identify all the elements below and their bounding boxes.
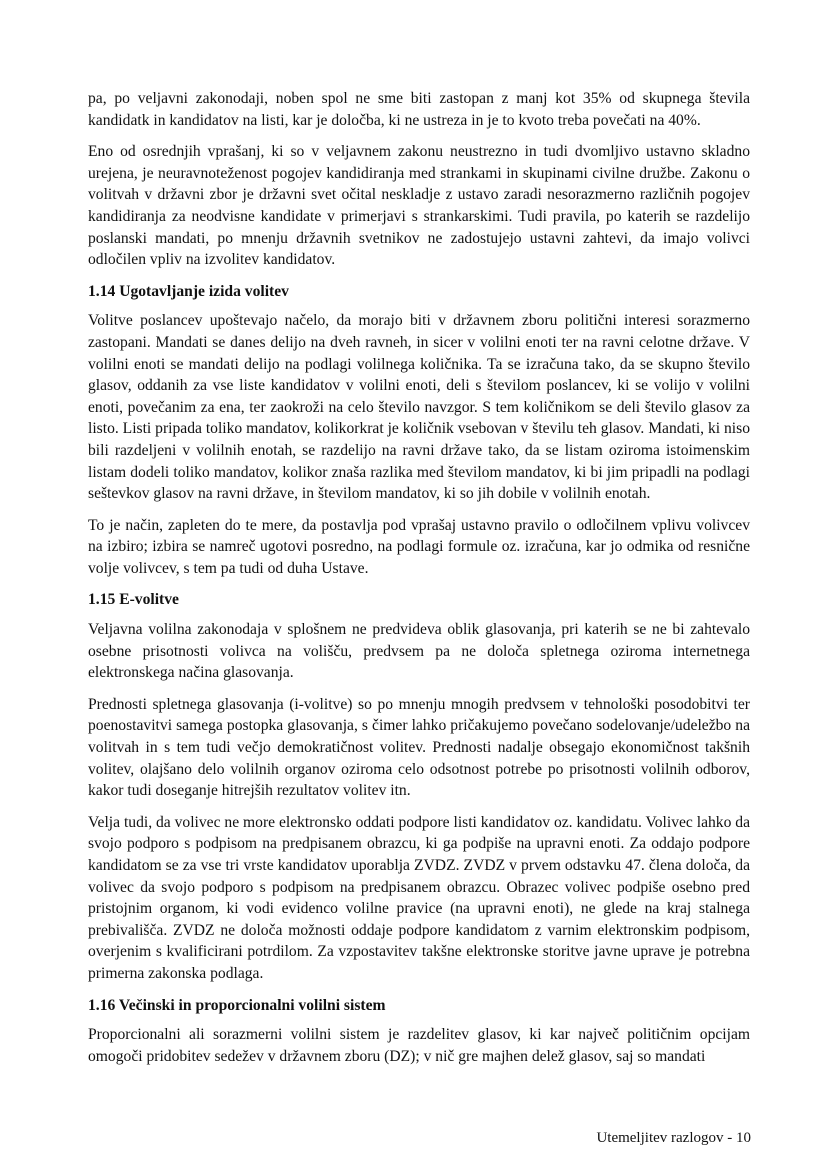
paragraph: Volitve poslancev upoštevajo načelo, da morajo biti v državnem zboru politični interesi sorazmerno zastopani. Mandati se danes delijo na dveh ravneh, in sicer v volilni enoti ter na ravni celotne države. V volilni enoti se mandati delijo na podlagi volilnega količnika. Ta se izračuna tako, da se skupno število glasov, oddanih za vse liste kandidatov v volilni enoti, deli s številom poslancev, ki se volijo v volilni enoti, povečanim za ena, ter zaokroži na celo število navzgor. S tem količnikom se deli število glasov za listo. Listi pripada toliko mandatov, kolikorkrat je količnik vsebovan v številu teh glasov. Mandati, ki niso bili razdeljeni v volilnih enotah, se razdelijo na ravni države tako, da se listam oziroma istoimenskim listam dodeli toliko mandatov, kolikor znaša razlika med številom mandatov, ki bi jim pripadli na podlagi seštevkov glasov na ravni države, in številom mandatov, ki so jih dobile v volilnih enotah. (88, 312, 750, 503)
paragraph: To je način, zapleten do te mere, da postavlja pod vprašaj ustavno pravilo o odločilnem vplivu volivcev na izbiro; izbira se namreč ugotovi posredno, na podlagi formule oz. izračuna, kar jo odmika od resnične volje volivcev, s tem pa tudi od duha Ustave. (88, 516, 750, 577)
paragraph: pa, po veljavni zakonodaji, noben spol ne sme biti zastopan z manj kot 35% od skupnega števila kandidatk in kandidatov na listi, kar je določba, ki ne ustreza in je to kvoto treba povečati na 40%. (88, 90, 750, 129)
paragraph: Proporcionalni ali sorazmerni volilni sistem je razdelitev glasov, ki kar največ političnim opcijam omogoči pridobitev sedežev v državnem zboru (DZ); v nič gre majhen delež glasov, saj so mandati (88, 1026, 750, 1065)
paragraph: Velja tudi, da volivec ne more elektronsko oddati podpore listi kandidatov oz. kandidatu. Volivec lahko da svojo podporo s podpisom na predpisanem obrazcu, ki ga podpiše na upravni enoti. Za oddajo podpore kandidatom se za vse tri vrste kandidatov uporablja ZVDZ. ZVDZ v prvem odstavku 47. člena določa, da volivec da svojo podporo s podpisom na predpisanem obrazcu. Obrazec volivec podpiše osebno pred pristojnim organom, ki vodi evidenco volilne pravice (na upravni enoti), ne glede na kraj stalnega prebivališča. ZVDZ ne določa možnosti oddaje podpore kandidatom z varnim elektronskim podpisom, overjenim s kvalificirani potrdilom. Za vzpostavitev takšne elektronske storitve javne uprave je potrebna primerna zakonska podlaga. (88, 813, 751, 982)
page-footer: Utemeljitev razlogov - 10 (596, 1130, 751, 1146)
section-heading-1-15: 1.15 E-volitve (88, 591, 179, 609)
paragraph: Prednosti spletnega glasovanja (i-volitve) so po mnenju mnogih predvsem v tehnološki posodobitvi ter poenostavitvi samega postopka glasovanja, s čimer lahko pričakujemo povečano sodelovanje/udeležbo na volitvah in s tem tudi večjo demokratičnost volitev. Prednosti nadalje obsegajo ekonomičnost takšnih volitev, olajšano delo volilnih organov oziroma celo odsotnost potrebe po prisotnosti volilnih odborov, kakor tudi doseganje hitrejših rezultatov volitev itn. (88, 695, 750, 800)
paragraph: Veljavna volilna zakonodaja v splošnem ne predvideva oblik glasovanja, pri katerih se ne bi zahtevalo osebne prisotnosti volivca na volišču, predvsem pa ne določa spletnega oziroma internetnega elektronskega načina glasovanja. (88, 621, 750, 682)
section-heading-1-16: 1.16 Večinski in proporcionalni volilni sistem (88, 996, 386, 1014)
document-page (88, 88, 750, 1077)
section-heading-1-14: 1.14 Ugotavljanje izida volitev (88, 282, 289, 300)
paragraph: Eno od osrednjih vprašanj, ki so v veljavnem zakonu neustrezno in tudi dvomljivo ustavno skladno urejena, je neuravnoteženost pogojev kandidiranja med strankami in skupinami civilne družbe. Zakonu o volitvah v državni zbor je državni svet očital neskladje z ustavo zaradi nesorazmerno različnih pogojev kandidiranja za neodvisne kandidate v primerjavi s strankarskimi. Tudi pravila, po katerih se razdelijo poslanski mandati, po mnenju državnih svetnikov ne zadostujejo ustavni zahtevi, da imajo volivci odločilen vpliv na izvolitev kandidatov. (88, 143, 750, 269)
